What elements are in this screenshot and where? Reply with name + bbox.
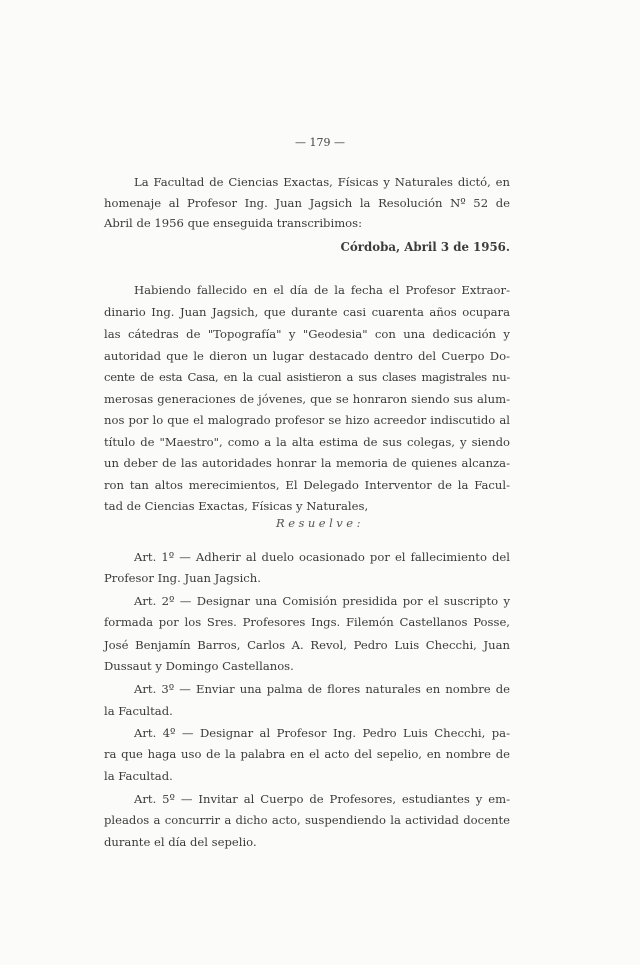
text-line: un deber de las autoridades honrar la memoria de quienes alcanza- (104, 456, 510, 470)
text-line: durante el día del sepelio. (104, 835, 257, 849)
page-number: — 179 — (295, 136, 345, 149)
text-line: formada por los Sres. Profesores Ings. Filemón Castellanos Posse, (104, 615, 510, 629)
text-line: ra que haga uso de la palabra en el acto del sepelio, en nombre de (104, 747, 510, 761)
text-line: título de "Maestro", como a la alta estima de sus colegas, y siendo (104, 435, 510, 449)
text-line: Dussaut y Domingo Castellanos. (104, 659, 294, 673)
text-line: nos por lo que el malogrado profesor se hizo acreedor indiscutido al (104, 413, 510, 427)
text-line: dinario Ing. Juan Jagsich, que durante casi cuarenta años ocupara (104, 305, 510, 319)
text-line: cente de esta Casa, en la cual asistieron a sus clases magistrales nu- (104, 370, 510, 384)
text-line: homenaje al Profesor Ing. Juan Jagsich la Resolución Nº 52 de (104, 196, 510, 210)
text-line: Profesor Ing. Juan Jagsich. (104, 571, 261, 585)
text-line: Art. 3º — Enviar una palma de flores naturales en nombre de (134, 682, 510, 696)
text-line: ron tan altos merecimientos, El Delegado Interventor de la Facul- (104, 478, 510, 492)
text-line: Abril de 1956 que enseguida transcribimos: (104, 216, 363, 230)
text-line: las cátedras de "Topografía" y "Geodesia" con una dedicación y (104, 327, 510, 341)
text-line: Art. 2º — Designar una Comisión presidida por el suscripto y (134, 594, 510, 608)
text-line: La Facultad de Ciencias Exactas, Físicas y Naturales dictó, en (134, 175, 510, 189)
text-line: Habiendo fallecido en el día de la fecha el Profesor Extraor- (134, 283, 510, 297)
text-line: Art. 5º — Invitar al Cuerpo de Profesores, estudiantes y em- (134, 792, 510, 806)
text-line: tad de Ciencias Exactas, Físicas y Naturales, (104, 499, 369, 513)
text-line: la Facultad. (104, 704, 173, 718)
text-line: merosas generaciones de jóvenes, que se honraron siendo sus alum- (104, 392, 510, 406)
text-line: pleados a concurrir a dicho acto, suspendiendo la actividad docente (104, 813, 510, 827)
text-line: la Facultad. (104, 769, 173, 783)
text-line: Art. 1º — Adherir al duelo ocasionado por el fallecimiento del (134, 550, 510, 564)
text-line: autoridad que le dieron un lugar destacado dentro del Cuerpo Do- (104, 349, 510, 363)
resolution-heading: Resuelve: (276, 516, 364, 530)
date-line: Córdoba, Abril 3 de 1956. (340, 240, 510, 254)
text-line: Art. 4º — Designar al Profesor Ing. Pedro Luis Checchi, pa- (134, 726, 510, 740)
text-line: José Benjamín Barros, Carlos A. Revol, Pedro Luis Checchi, Juan (104, 638, 510, 652)
